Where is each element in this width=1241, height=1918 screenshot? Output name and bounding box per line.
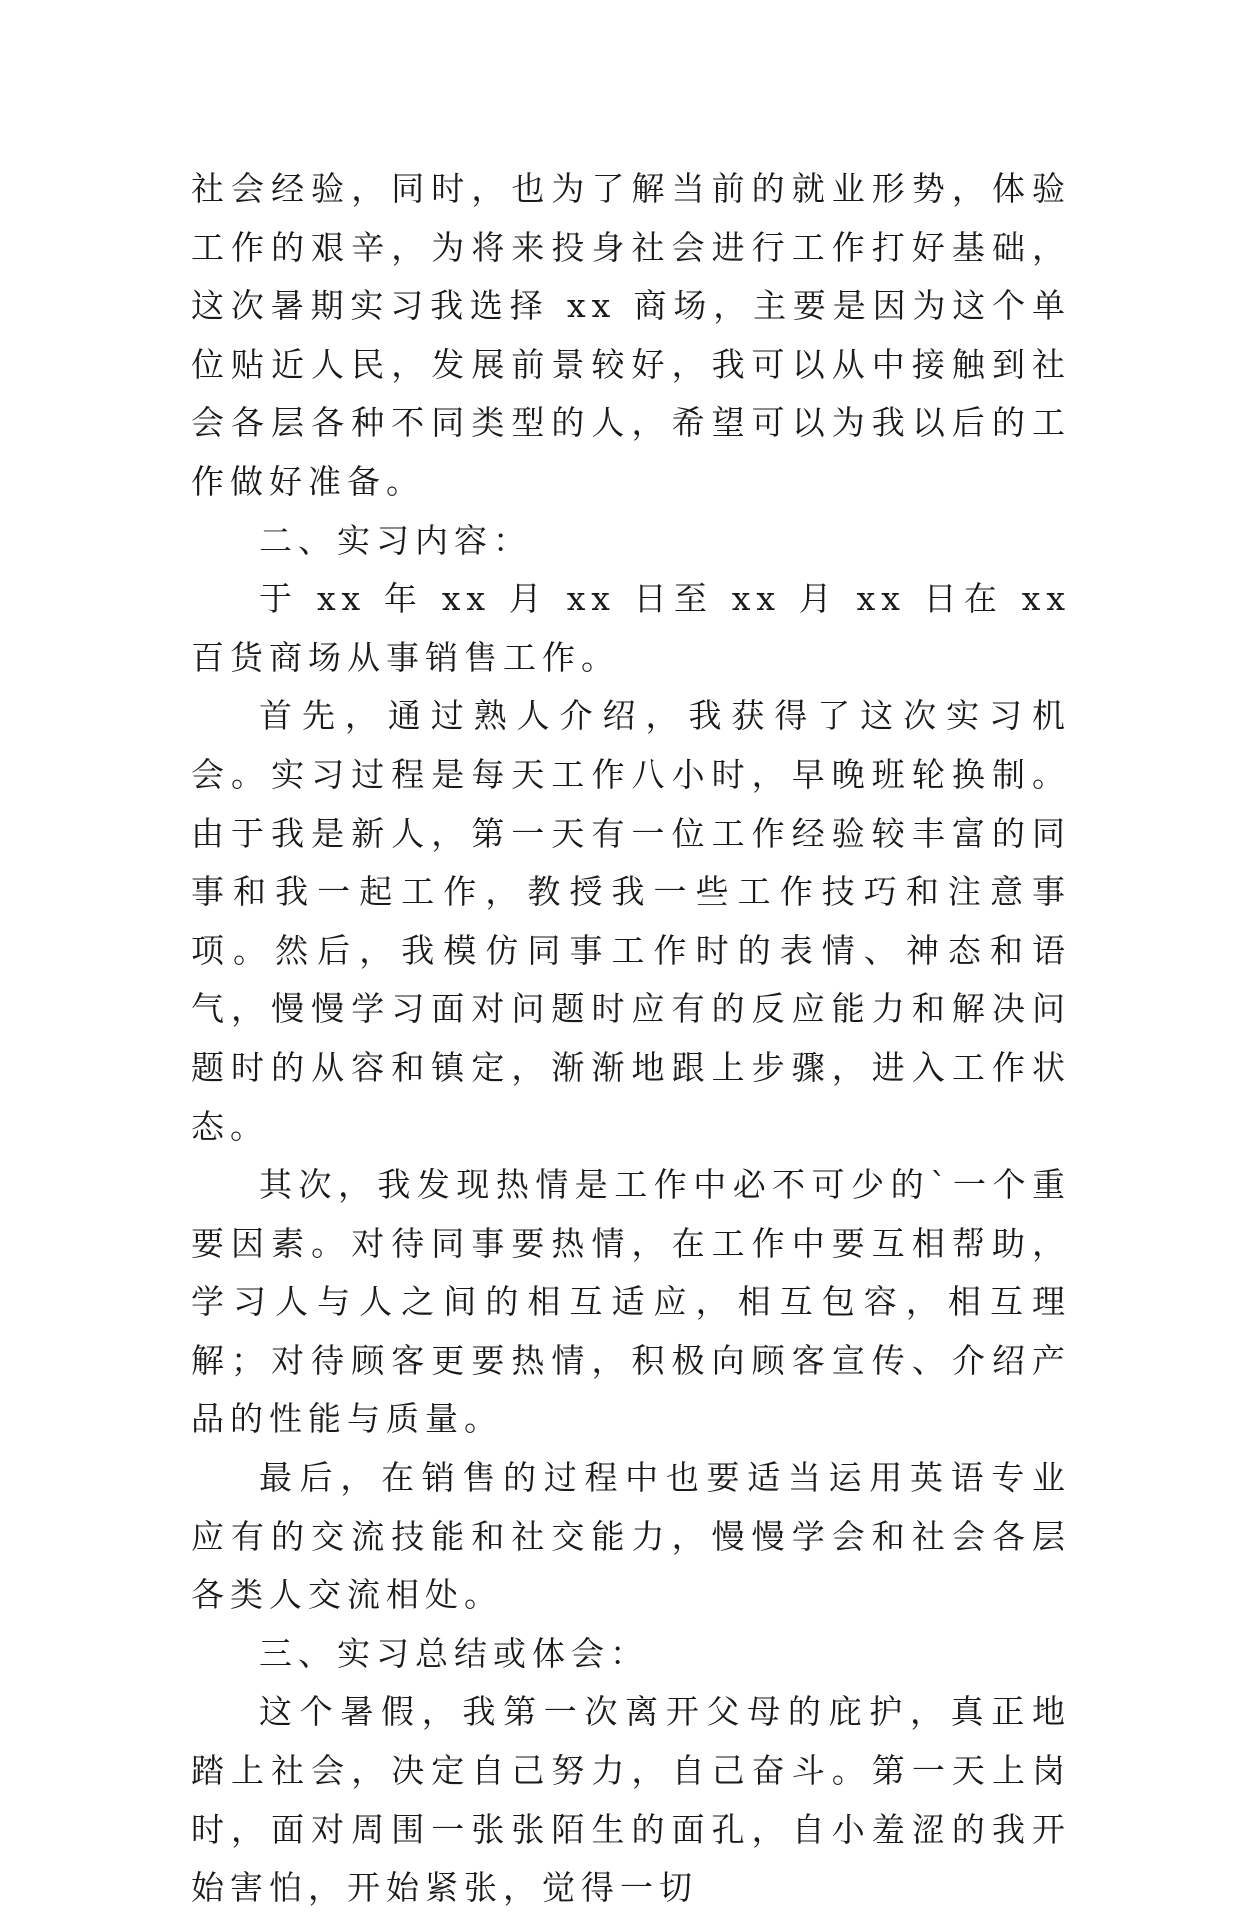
paragraph-internship-period: 于 xx 年 xx 月 xx 日至 xx 月 xx 日在 xx 百货商场从事销售工作。: [191, 579, 1071, 677]
paragraph-first: 首先，通过熟人介绍，我获得了这次实习机会。实习过程是每天工作八小时，早晚班轮换制。由于我是新人，第一天有一位工作经验较丰富的同事和我一起工作，教授我一些工作技巧和注意事项。然后，我模仿同事工作时的表情、神态和语气，慢慢学习面对问题时应有的反应能力和解决问题时的从容和镇定，渐渐地跟上步骤，进入工作状态。: [191, 696, 1071, 1146]
paragraph-last: 最后，在销售的过程中也要适当运用英语专业应有的交流技能和社交能力，慢慢学会和社会各层各类人交流相处。: [191, 1458, 1071, 1615]
paragraph-second: 其次，我发现热情是工作中必不可少的`一个重要因素。对待同事要热情，在工作中要互相帮助，学习人与人之间的相互适应，相互包容，相互理解；对待顾客更要热情，积极向顾客宣传、介绍产品的性能与质量。: [191, 1165, 1071, 1439]
section-heading-summary: 三、实习总结或体会：: [259, 1633, 649, 1673]
document-body: [191, 160, 1071, 1918]
paragraph-summary: 这个暑假，我第一次离开父母的庇护，真正地踏上社会，决定自己努力，自己奋斗。第一天上岗时，面对周围一张张陌生的面孔，自小羞涩的我开始害怕，开始紧张，觉得一切: [191, 1692, 1071, 1908]
section-heading-internship-content: 二、实习内容：: [259, 520, 532, 560]
paragraph-intro-continued: 社会经验，同时，也为了解当前的就业形势，体验工作的艰辛，为将来投身社会进行工作打好基础，这次暑期实习我选择 xx 商场，主要是因为这个单位贴近人民，发展前景较好，我可以从中接触到社会各层各种不同类型的人，希望可以为我以后的工作做好准备。: [191, 169, 1071, 501]
